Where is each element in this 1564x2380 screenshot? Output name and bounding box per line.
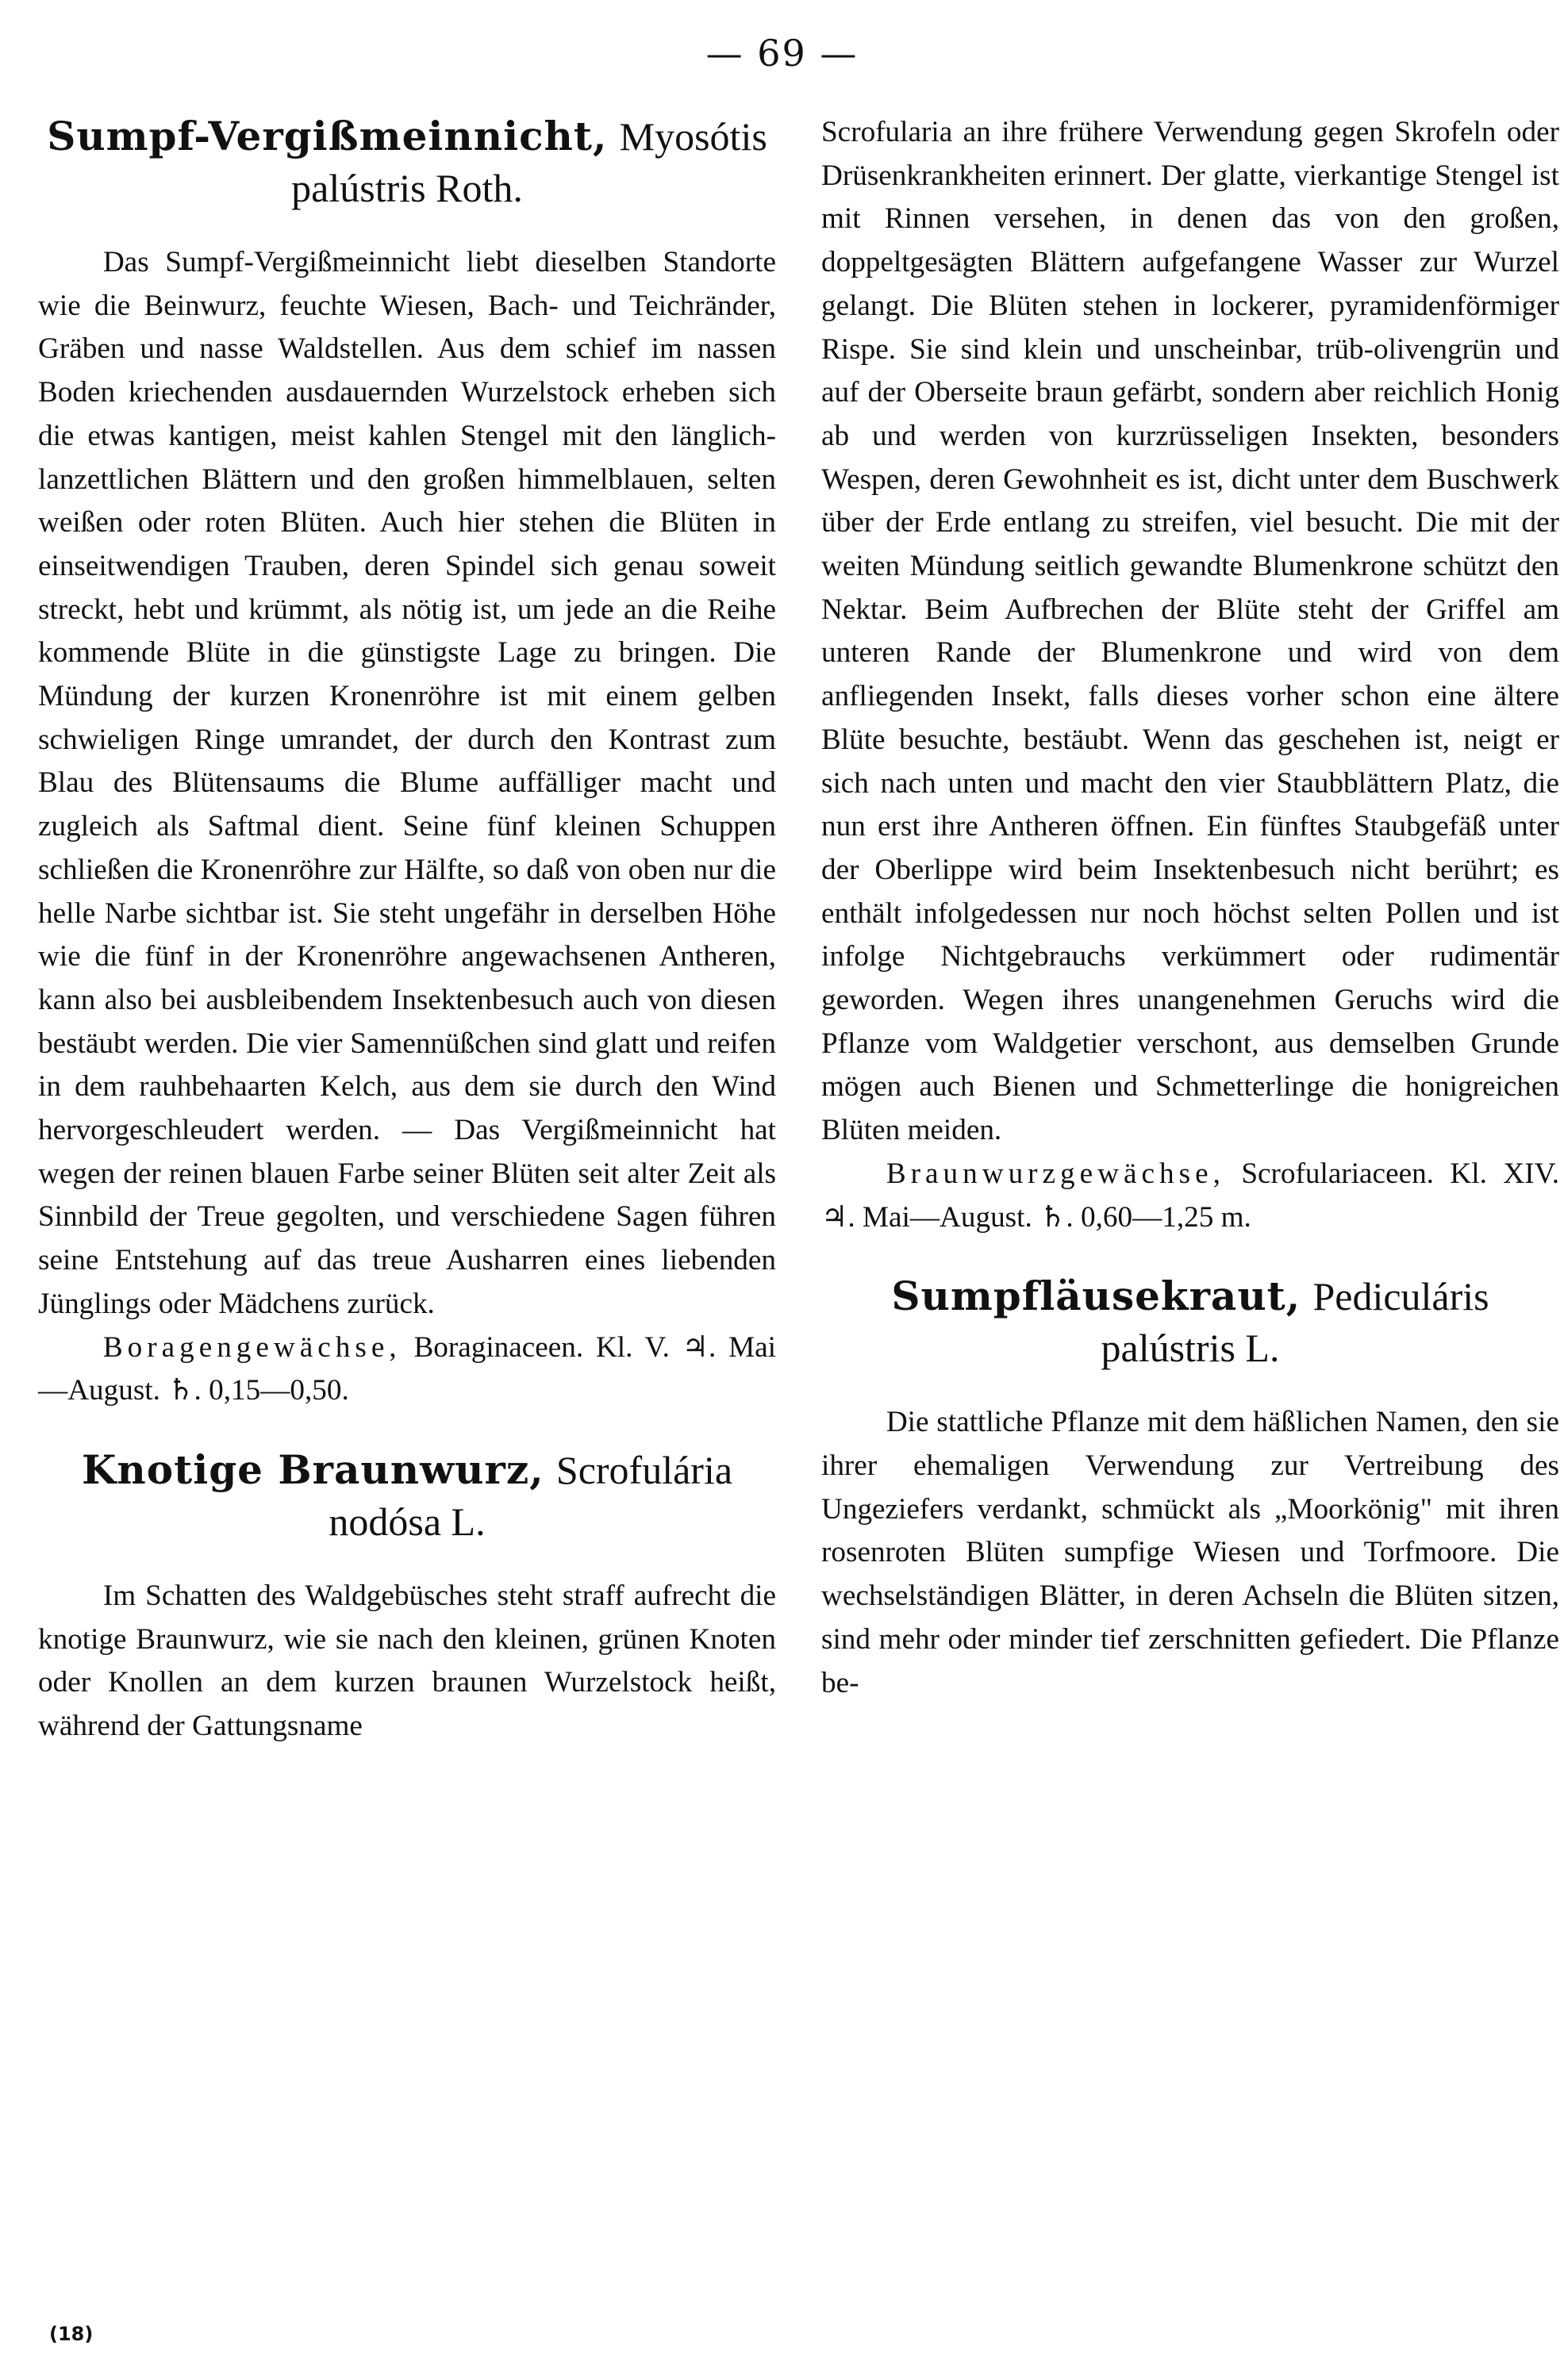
entry-title — [38, 111, 776, 214]
entry-title-latin: Scrofulária nodósa L. — [329, 1447, 733, 1544]
entry-classification — [38, 1326, 776, 1413]
printer-signature-mark: (18) — [49, 2323, 94, 2345]
entry-body-text-continued: Scrofularia an ihre frühere Verwendung gegen Skrofeln oder Drüsenkrankheiten erinnert. Der glatte, vierkantige Stengel ist mit Rinnen versehen, in denen das von den großen, doppeltgesägten Blättern aufgefangene Wasser zur Wurzel gelangt. Die Blüten stehen in lockerer, pyramidenförmiger Rispe. Sie sind klein und unscheinbar, trüb-olivengrün und auf der Oberseite braun gefärbt, sondern aber reichlich Honig ab und werden von kurzrüsseligen Insekten, besonders Wespen, deren Gewohnheit es ist, dicht unter dem Buschwerk über der Erde entlang zu streifen, viel besucht. Die mit der weiten Mündung seitlich gewandte Blumenkrone schützt den Nektar. Beim Aufbrechen der Blüte steht der Griffel am unteren Rande der Blumenkrone und wird von dem anfliegenden Insekt, falls dieses vorher schon eine ältere Blüte besuchte, bestäubt. Wenn das geschehen ist, neigt er sich nach unten und macht den vier Staubblättern Platz, die nun erst ihre Antheren öffnen. Ein fünftes Staubgefäß unter der Oberlippe wird beim Insektenbesuch nicht berührt; es enthält infolgedessen nur noch höchst selten Pollen und ist infolge Nichtgebrauchs verkümmert oder rudimentär geworden. Wegen ihres unangenehmen Geruchs wird die Pflanze vom Waldgetier verschont, aus demselben Grunde mögen auch Bienen und Schmetterlinge die honigreichen Blüten meiden. — [821, 116, 1559, 1147]
entry-classification — [821, 1153, 1559, 1239]
family-details: Scrofulariaceen. Kl. XIV. ♃. Mai—August. ♄. 0,60—1,25 m. — [821, 1157, 1559, 1234]
entry-body-text: Die stattliche Pflanze mit dem häßlichen Namen, den sie ihrer ehemaligen Verwendung zur Vertreibung des Ungeziefers verdankt, schmückt als „Moorkönig" mit ihren rosenroten Blüten sumpfige Wiesen und Torfmoore. Die wechselständigen Blätter, in deren Achseln die Blüten sitzen, sind mehr oder minder tief zerschnitten gefiedert. Die Pflanze be- — [821, 1406, 1559, 1699]
entry-title-german: Knotige Braunwurz, — [81, 1445, 544, 1493]
right-column — [821, 111, 1559, 1737]
entry-body-text: Im Schatten des Waldgebüsches steht straff aufrecht die knotige Braunwurz, wie sie nach den kleinen, grünen Knoten oder Knollen an dem kurzen braunen Wurzelstock heißt, während der Gattungsname — [38, 1579, 776, 1743]
entry-knotige-braunwurz — [38, 1445, 776, 1749]
entry-title-german: Sumpf-Vergißmeinnicht, — [47, 113, 608, 159]
entry-knotige-braunwurz-continued — [821, 111, 1559, 1239]
entry-sumpflaeusekraut — [821, 1271, 1559, 1705]
entry-body-text: Das Sumpf-Vergißmeinnicht liebt dieselben Standorte wie die Beinwurz, feuchte Wiesen, Bach- und Teichränder, Gräben und nasse Waldstellen. Aus dem schief im nassen Boden kriechenden ausdauernden Wurzelstock erheben sich die etwas kantigen, meist kahlen Stengel mit den länglich-lanzettlichen Blättern und den großen himmelblauen, selten weißen oder roten Blüten. Auch hier stehen die Blüten in einseitwendigen Trauben, deren Spindel sich genau soweit streckt, hebt und krümmt, als nötig ist, um jede an die Reihe kommende Blüte in die günstigste Lage zu bringen. Die Mündung der kurzen Kronenröhre ist mit einem gelben schwieligen Ringe umrandet, der durch den Kontrast zum Blau des Blütensaums die Blume auffälliger macht und zugleich als Saftmal dient. Seine fünf kleinen Schuppen schließen die Kronenröhre zur Hälfte, so daß von oben nur die helle Narbe sichtbar ist. Sie steht ungefähr in derselben Höhe wie die fünf in der Kronenröhre angewachsenen Antheren, kann also bei ausbleibendem Insektenbesuch auch von diesen bestäubt werden. Die vier Samennüßchen sind glatt und reifen in dem rauhbehaarten Kelch, aus dem sie durch den Wind hervorgeschleudert werden. — Das Vergißmeinnicht hat wegen der reinen blauen Farbe seiner Blüten seit alter Zeit als Sinnbild der Treue gegolten, und verschiedene Sagen führen seine Entstehung auf das treue Ausharren eines liebenden Jünglings oder Mädchens zurück. — [38, 246, 776, 1320]
entry-title-latin: Pediculáris palústris L. — [1101, 1274, 1489, 1371]
family-details: Boraginaceen. Kl. V. ♃. Mai—August. ♄. 0,15—0,50. — [38, 1330, 776, 1407]
entry-sumpf-vergissmeinnicht — [38, 111, 776, 1413]
family-name-german: Boragengewächse, — [102, 1330, 402, 1364]
entry-title-latin: Myosótis palústris Roth. — [291, 114, 767, 210]
family-name-german: Braunwurzgewächse, — [886, 1157, 1225, 1190]
page-number: — 69 — — [705, 32, 859, 75]
left-column — [38, 111, 776, 1780]
entry-title — [821, 1271, 1559, 1374]
entry-title-german: Sumpfläusekraut, — [891, 1273, 1301, 1320]
entry-title — [38, 1445, 776, 1548]
